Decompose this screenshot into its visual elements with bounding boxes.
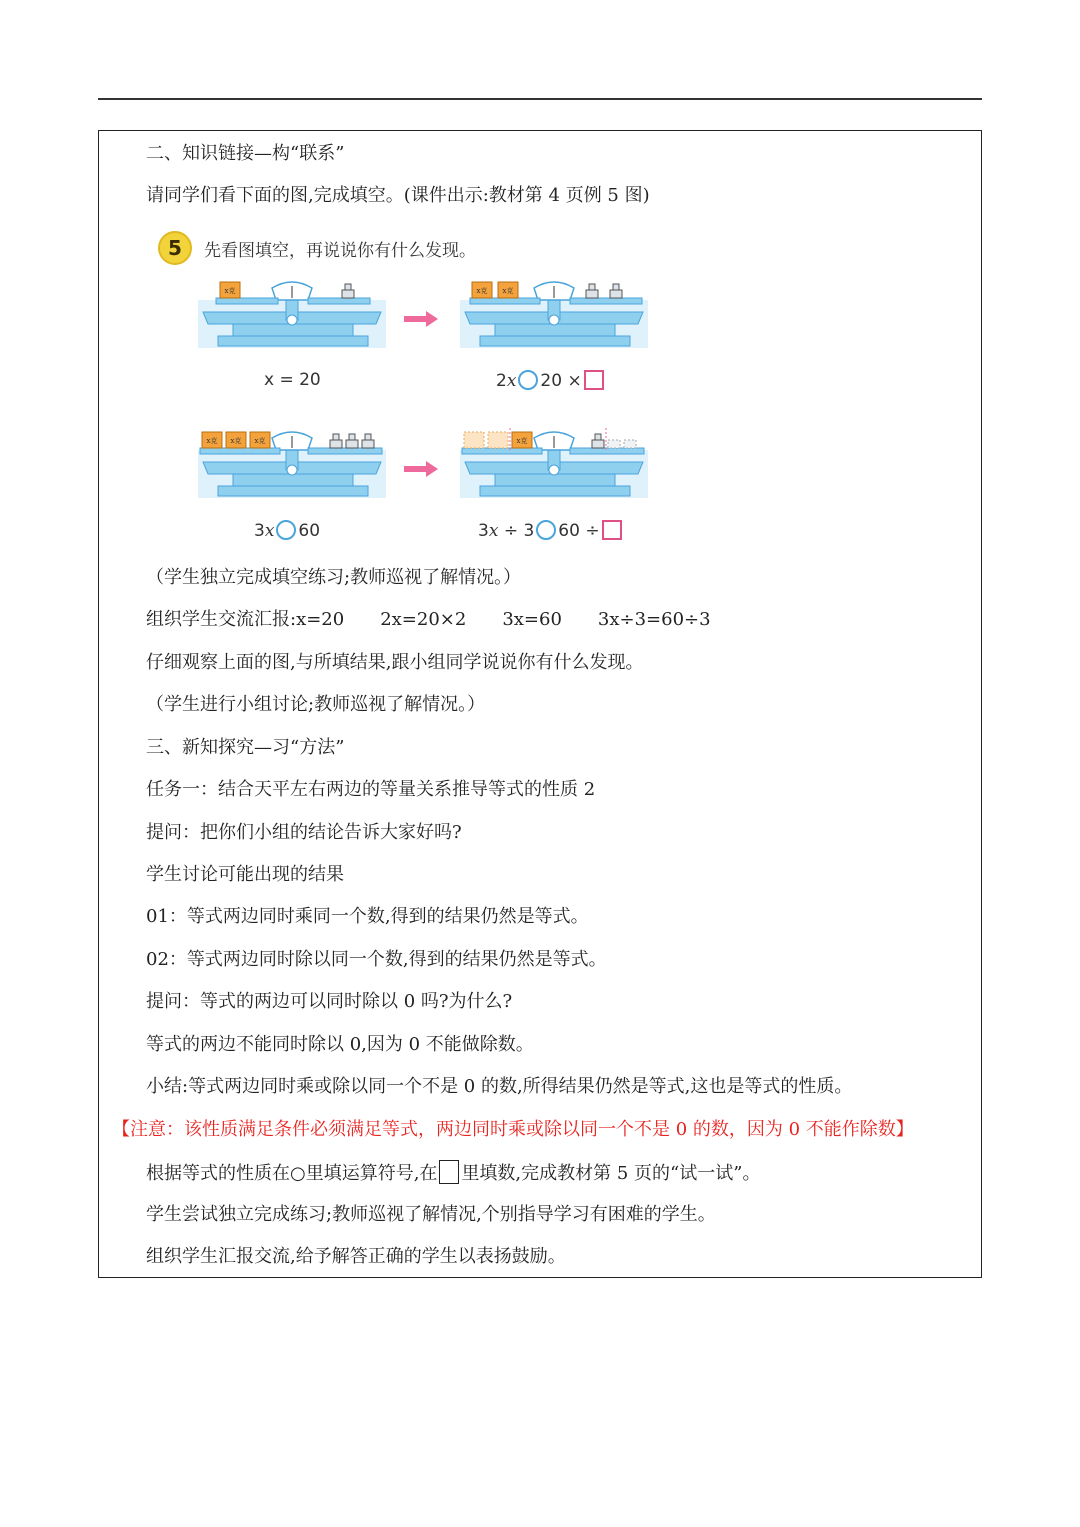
balance-figure-3	[198, 428, 388, 503]
equation-2x-blank: 2x 20 ×	[496, 370, 604, 391]
result-02: 02：等式两边同时除以同一个数,得到的结果仍然是等式。	[146, 949, 607, 970]
svg-text:x克: x克	[224, 287, 236, 295]
answer-two: 等式的两边不能同时除以 0,因为 0 不能做除数。	[146, 1034, 534, 1055]
intro-line: 请同学们看下面的图,完成填空。(课件出示:教材第 4 页例 5 图)	[146, 185, 650, 206]
task-one: 任务一：结合天平左右两边的等量关系推导等式的性质 2	[146, 779, 596, 800]
equation-3x-60: 3x 60	[254, 521, 321, 541]
svg-text:x克: x克	[516, 437, 528, 445]
para-observe: 仔细观察上面的图,与所填结果,跟小组同学说说你有什么发现。	[146, 652, 644, 673]
result-01: 01：等式两边同时乘同一个数,得到的结果仍然是等式。	[146, 906, 589, 927]
balance-figure-4	[460, 428, 650, 503]
operator-circle[interactable]	[518, 370, 538, 390]
para-practice: （学生独立完成填空练习;教师巡视了解情况。）	[146, 567, 522, 588]
svg-text:x克: x克	[206, 437, 218, 445]
example-title: 先看图填空，再说说你有什么发现。	[204, 240, 476, 261]
section-three-title: 三、新知探究—习“方法”	[146, 737, 345, 758]
para-discuss: （学生进行小组讨论;教师巡视了解情况。）	[146, 694, 486, 715]
organize-report: 组织学生汇报交流,给予解答正确的学生以表扬鼓励。	[146, 1246, 566, 1267]
summary: 小结:等式两边同时乘或除以同一个不是 0 的数,所得结果仍然是等式,这也是等式的性质。	[146, 1076, 853, 1097]
svg-text:x克: x克	[254, 437, 266, 445]
section-two-title: 二、知识链接—构“联系”	[146, 143, 345, 164]
equation-3x-div-3: 3x ÷ 3 60 ÷	[478, 520, 622, 541]
example-header	[158, 230, 476, 266]
fill-instruction: 根据等式的性质在○里填运算符号,在 里填数,完成教材第 5 页的“试一试”。	[146, 1160, 760, 1186]
header-rule	[98, 98, 982, 100]
arrow-1	[402, 309, 440, 329]
svg-text:x克: x克	[502, 287, 514, 295]
inline-number-box	[439, 1160, 459, 1184]
operator-circle[interactable]	[536, 520, 556, 540]
question-one: 提问：把你们小组的结论告诉大家好吗?	[146, 822, 462, 843]
balance-figure-1	[198, 278, 388, 353]
equation-x-equals-20: x = 20	[264, 370, 321, 390]
arrow-2	[402, 459, 440, 479]
example-number-badge: 5	[158, 231, 192, 265]
student-try: 学生尝试独立完成练习;教师巡视了解情况,个别指导学习有困难的学生。	[146, 1204, 716, 1225]
number-box[interactable]	[602, 520, 622, 540]
number-box[interactable]	[584, 370, 604, 390]
svg-text:x克: x克	[476, 287, 488, 295]
question-two: 提问：等式的两边可以同时除以 0 吗?为什么?	[146, 991, 513, 1012]
balance-figure-2	[460, 278, 650, 353]
para-report: 组织学生交流汇报:x=20 2x=20×2 3x=60 3x÷3=60÷3	[146, 609, 711, 630]
svg-text:x克: x克	[230, 437, 242, 445]
possible-results: 学生讨论可能出现的结果	[146, 864, 344, 885]
attention-note: 【注意：该性质满足条件必须满足等式，两边同时乘或除以同一个不是 0 的数，因为 0 不能作除数】	[112, 1119, 914, 1140]
operator-circle[interactable]	[276, 520, 296, 540]
